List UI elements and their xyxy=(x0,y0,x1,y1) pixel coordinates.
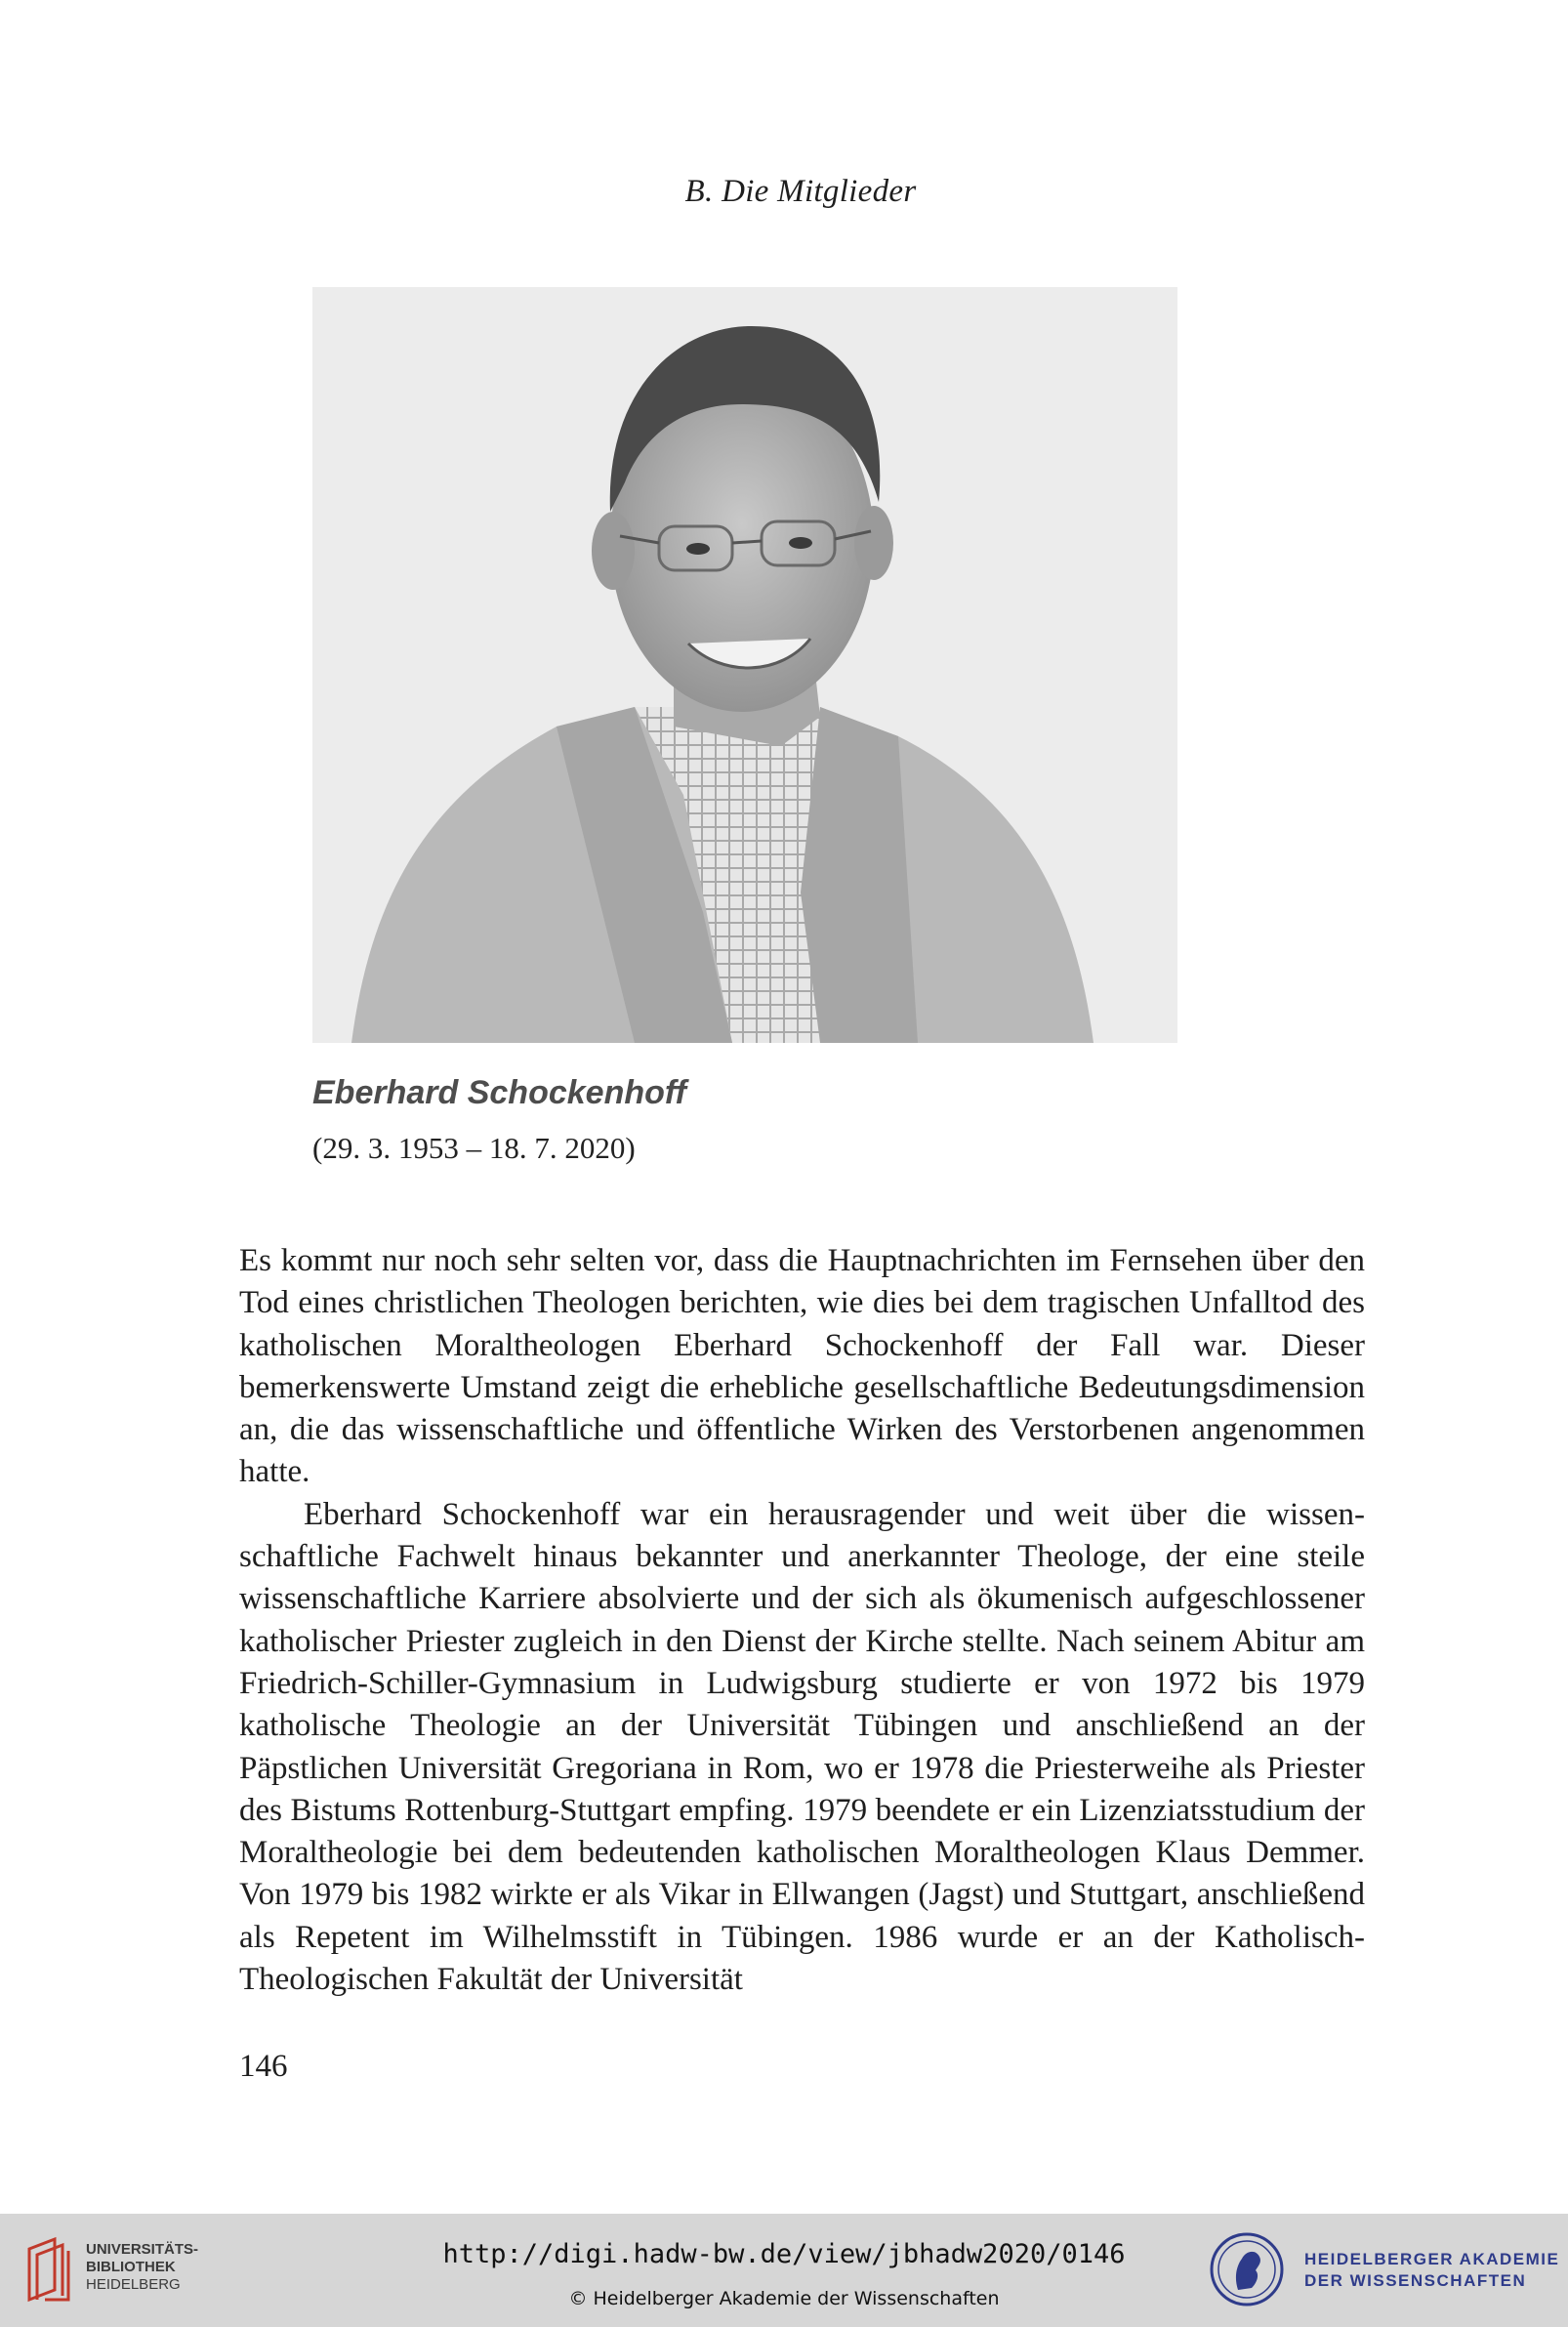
academy-line: DER WISSENSCHAFTEN xyxy=(1304,2271,1527,2290)
library-line: BIBLIOTHEK xyxy=(86,2259,176,2275)
copyright-notice: © Heidelberger Akademie der Wissenschaften xyxy=(568,2288,1000,2309)
paragraph: Es kommt nur noch sehr selten vor, dass die Hauptnachrichten im Fernsehen über den Tod eines christlichen Theologen berichten, wie dies bei dem tragischen Unfalltod des katholischen Moraltheologen Eberhard Schockenhoff der Fall war. Dieser bemerkenswerte Umstand zeigt die erhebliche gesellschaftliche Bedeutungsdimension an, die das wissenschaftliche und öffentliche Wirken des Verstorbenen angenommen hatte. xyxy=(239,1243,1365,1490)
portrait-photo xyxy=(312,287,1177,1043)
academy-name xyxy=(1304,2249,1559,2292)
member-life-dates: (29. 3. 1953 – 18. 7. 2020) xyxy=(312,1131,636,1165)
academy-line: HEIDELBERGER AKADEMIE xyxy=(1304,2250,1560,2268)
member-name: Eberhard Schockenhoff xyxy=(312,1074,686,1111)
permalink-url[interactable]: http://digi.hadw-bw.de/view/jbhadw2020/0146 xyxy=(442,2239,1126,2269)
library-line: UNIVERSITÄTS- xyxy=(86,2241,199,2258)
page-number: 146 xyxy=(239,2049,288,2084)
library-line: HEIDELBERG xyxy=(86,2276,181,2293)
paragraph: Eberhard Schockenhoff war ein herausragender und weit über die wissenschaftliche Fachwelt hinaus bekannter und anerkannter Theologe, der eine steile wissenschaftliche Karriere absolvierte und der sich als ökumenisch aufgeschlossener katholischer Priester zugleich in den Dienst der Kirche stellte. Nach seinem Abitur am Friedrich-Schiller-Gymnasium in Ludwigsburg studierte er von 1972 bis 1979 katholische Theologie an der Universität Tübingen und anschließend an der Päpstlichen Universität Gregoriana in Rom, wo er 1978 die Priesterweihe als Priester des Bistums Rottenburg-Stuttgart empfing. 1979 beendete er ein Lizenziatsstudium der Moraltheologie bei dem bedeutenden katholischen Moraltheologen Klaus Demmer. Von 1979 bis 1982 wirkte er als Vikar in Ellwangen (Jagst) und Stuttgart, anschließend als Repetent im Wilhelmsstift in Tübingen. 1986 wurde er an der Katholisch-Theologischen Fakultät der Universität xyxy=(239,1496,1365,1998)
obituary-text xyxy=(239,1240,1365,2001)
academy-seal-icon xyxy=(1209,2231,1285,2307)
footer-bar xyxy=(0,2214,1568,2327)
running-header: B. Die Mitglieder xyxy=(684,174,917,209)
